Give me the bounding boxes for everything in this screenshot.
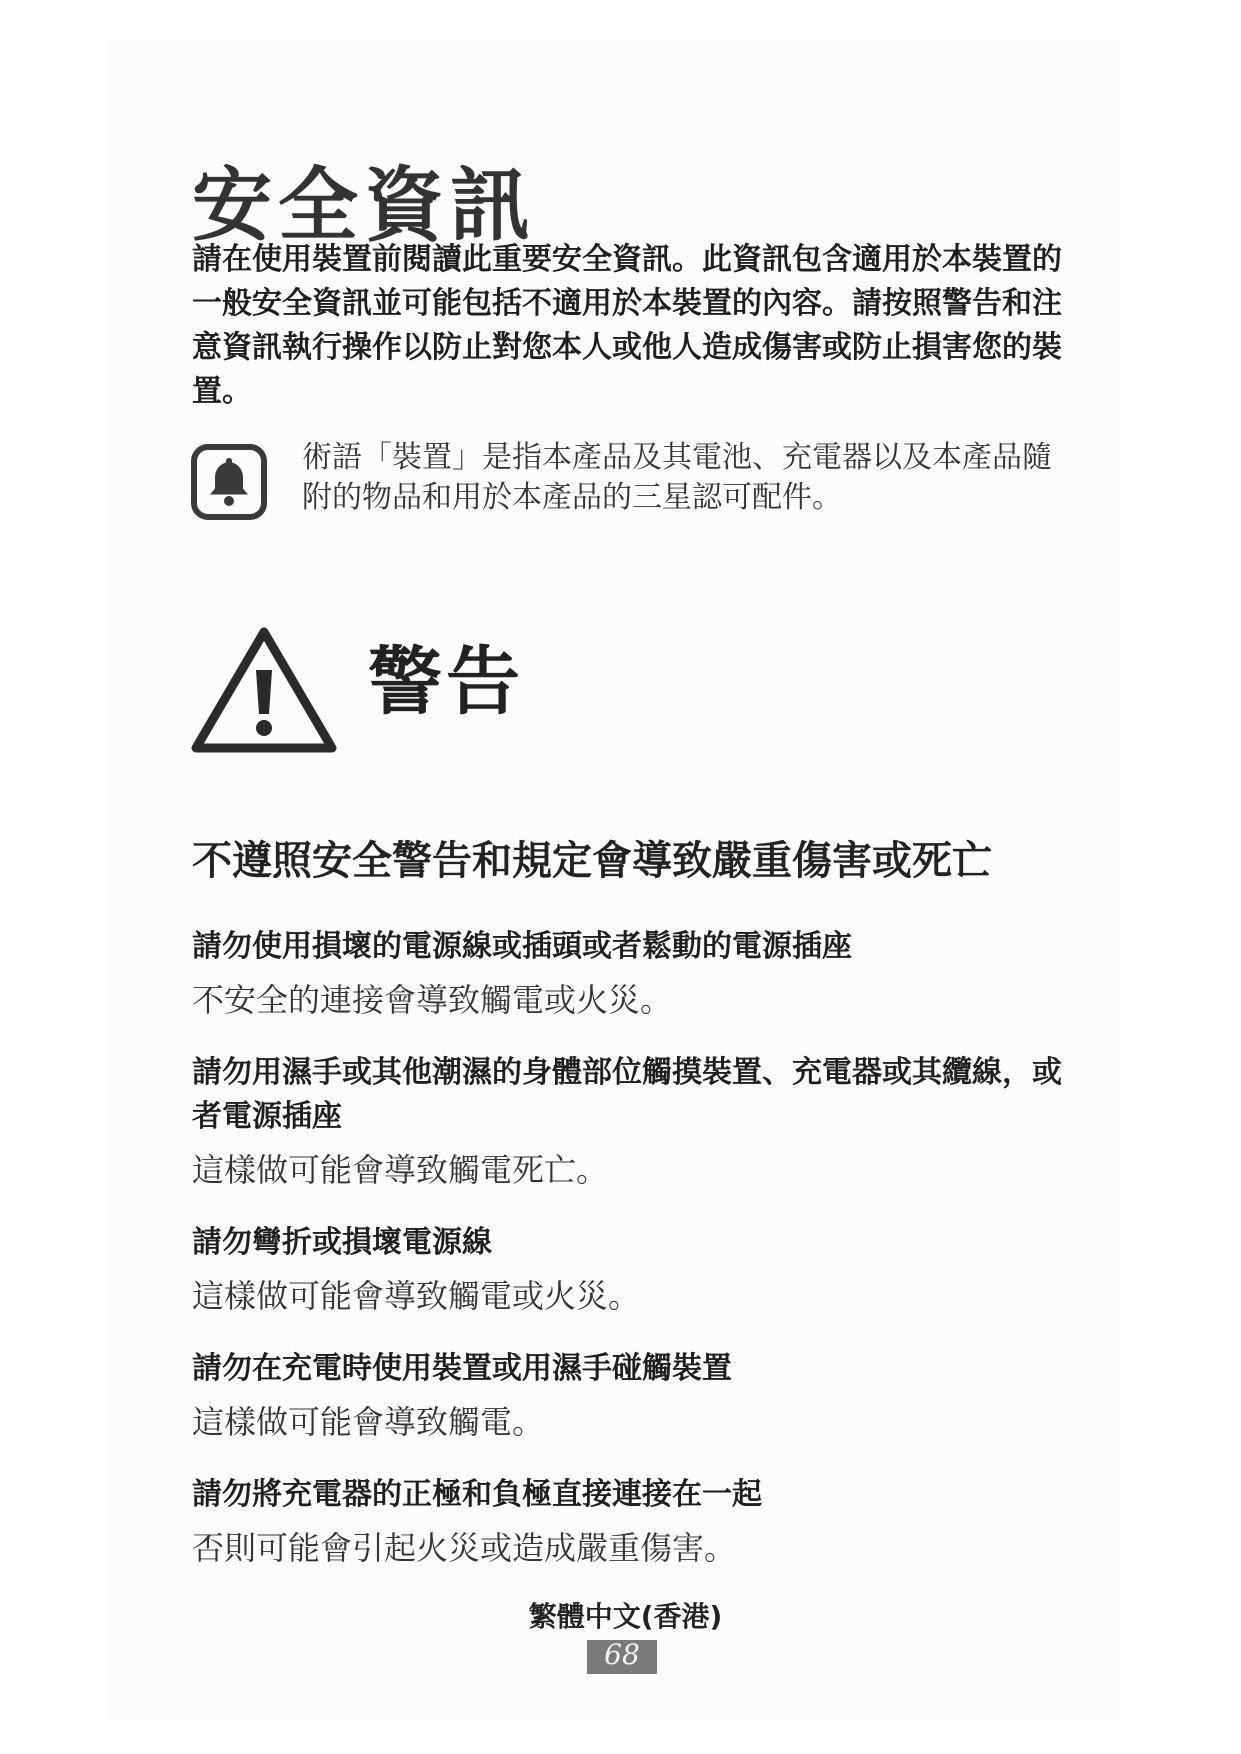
bell-icon bbox=[190, 443, 268, 521]
item-heading: 請勿彎折或損壞電源線 bbox=[192, 1225, 492, 1260]
list-item bbox=[192, 925, 1072, 1021]
item-heading: 請勿將充電器的正極和負極直接連接在一起 bbox=[192, 1477, 762, 1512]
warning-title: 警告 bbox=[368, 639, 524, 725]
item-heading: 請勿使用損壞的電源線或插頭或者鬆動的電源插座 bbox=[192, 929, 852, 964]
item-body: 這樣做可能會導致觸電死亡。 bbox=[192, 1151, 609, 1189]
item-heading: 請勿用濕手或其他潮濕的身體部位觸摸裝置、充電器或其纜線，或者電源插座 bbox=[192, 1055, 1062, 1134]
page-title: 安全資訊 bbox=[192, 158, 536, 252]
list-item bbox=[192, 1473, 1072, 1569]
item-body: 否則可能會引起火災或造成嚴重傷害。 bbox=[192, 1529, 737, 1567]
section-heading: 不遵照安全警告和規定會導致嚴重傷害或死亡 bbox=[192, 838, 992, 885]
intro-paragraph: 請在使用裝置前閱讀此重要安全資訊。此資訊包含適用於本裝置的一般安全資訊並可能包括不適用於本裝置的內容。請按照警告和注意資訊執行操作以防止對您本人或他人造成傷害或防止損害您的裝置。 bbox=[192, 242, 1062, 409]
warning-triangle-icon bbox=[190, 624, 338, 756]
item-heading: 請勿在充電時使用裝置或用濕手碰觸裝置 bbox=[192, 1351, 732, 1386]
item-body: 這樣做可能會導致觸電。 bbox=[192, 1403, 545, 1441]
footer-language bbox=[0, 1595, 1241, 1635]
item-body: 不安全的連接會導致觸電或火災。 bbox=[192, 981, 673, 1019]
list-item bbox=[192, 1051, 1072, 1191]
list-item bbox=[192, 1347, 1072, 1443]
safety-items-list bbox=[192, 925, 1072, 1599]
item-body: 這樣做可能會導致觸電或火災。 bbox=[192, 1277, 641, 1315]
note-text: 術語「裝置」是指本產品及其電池、充電器以及本產品隨附的物品和用於本產品的三星認可配件。 bbox=[302, 440, 1052, 515]
footer-language-text: 繁體中文(香港) bbox=[528, 1600, 723, 1633]
list-item bbox=[192, 1221, 1072, 1317]
page-number: 68 bbox=[587, 1640, 657, 1674]
